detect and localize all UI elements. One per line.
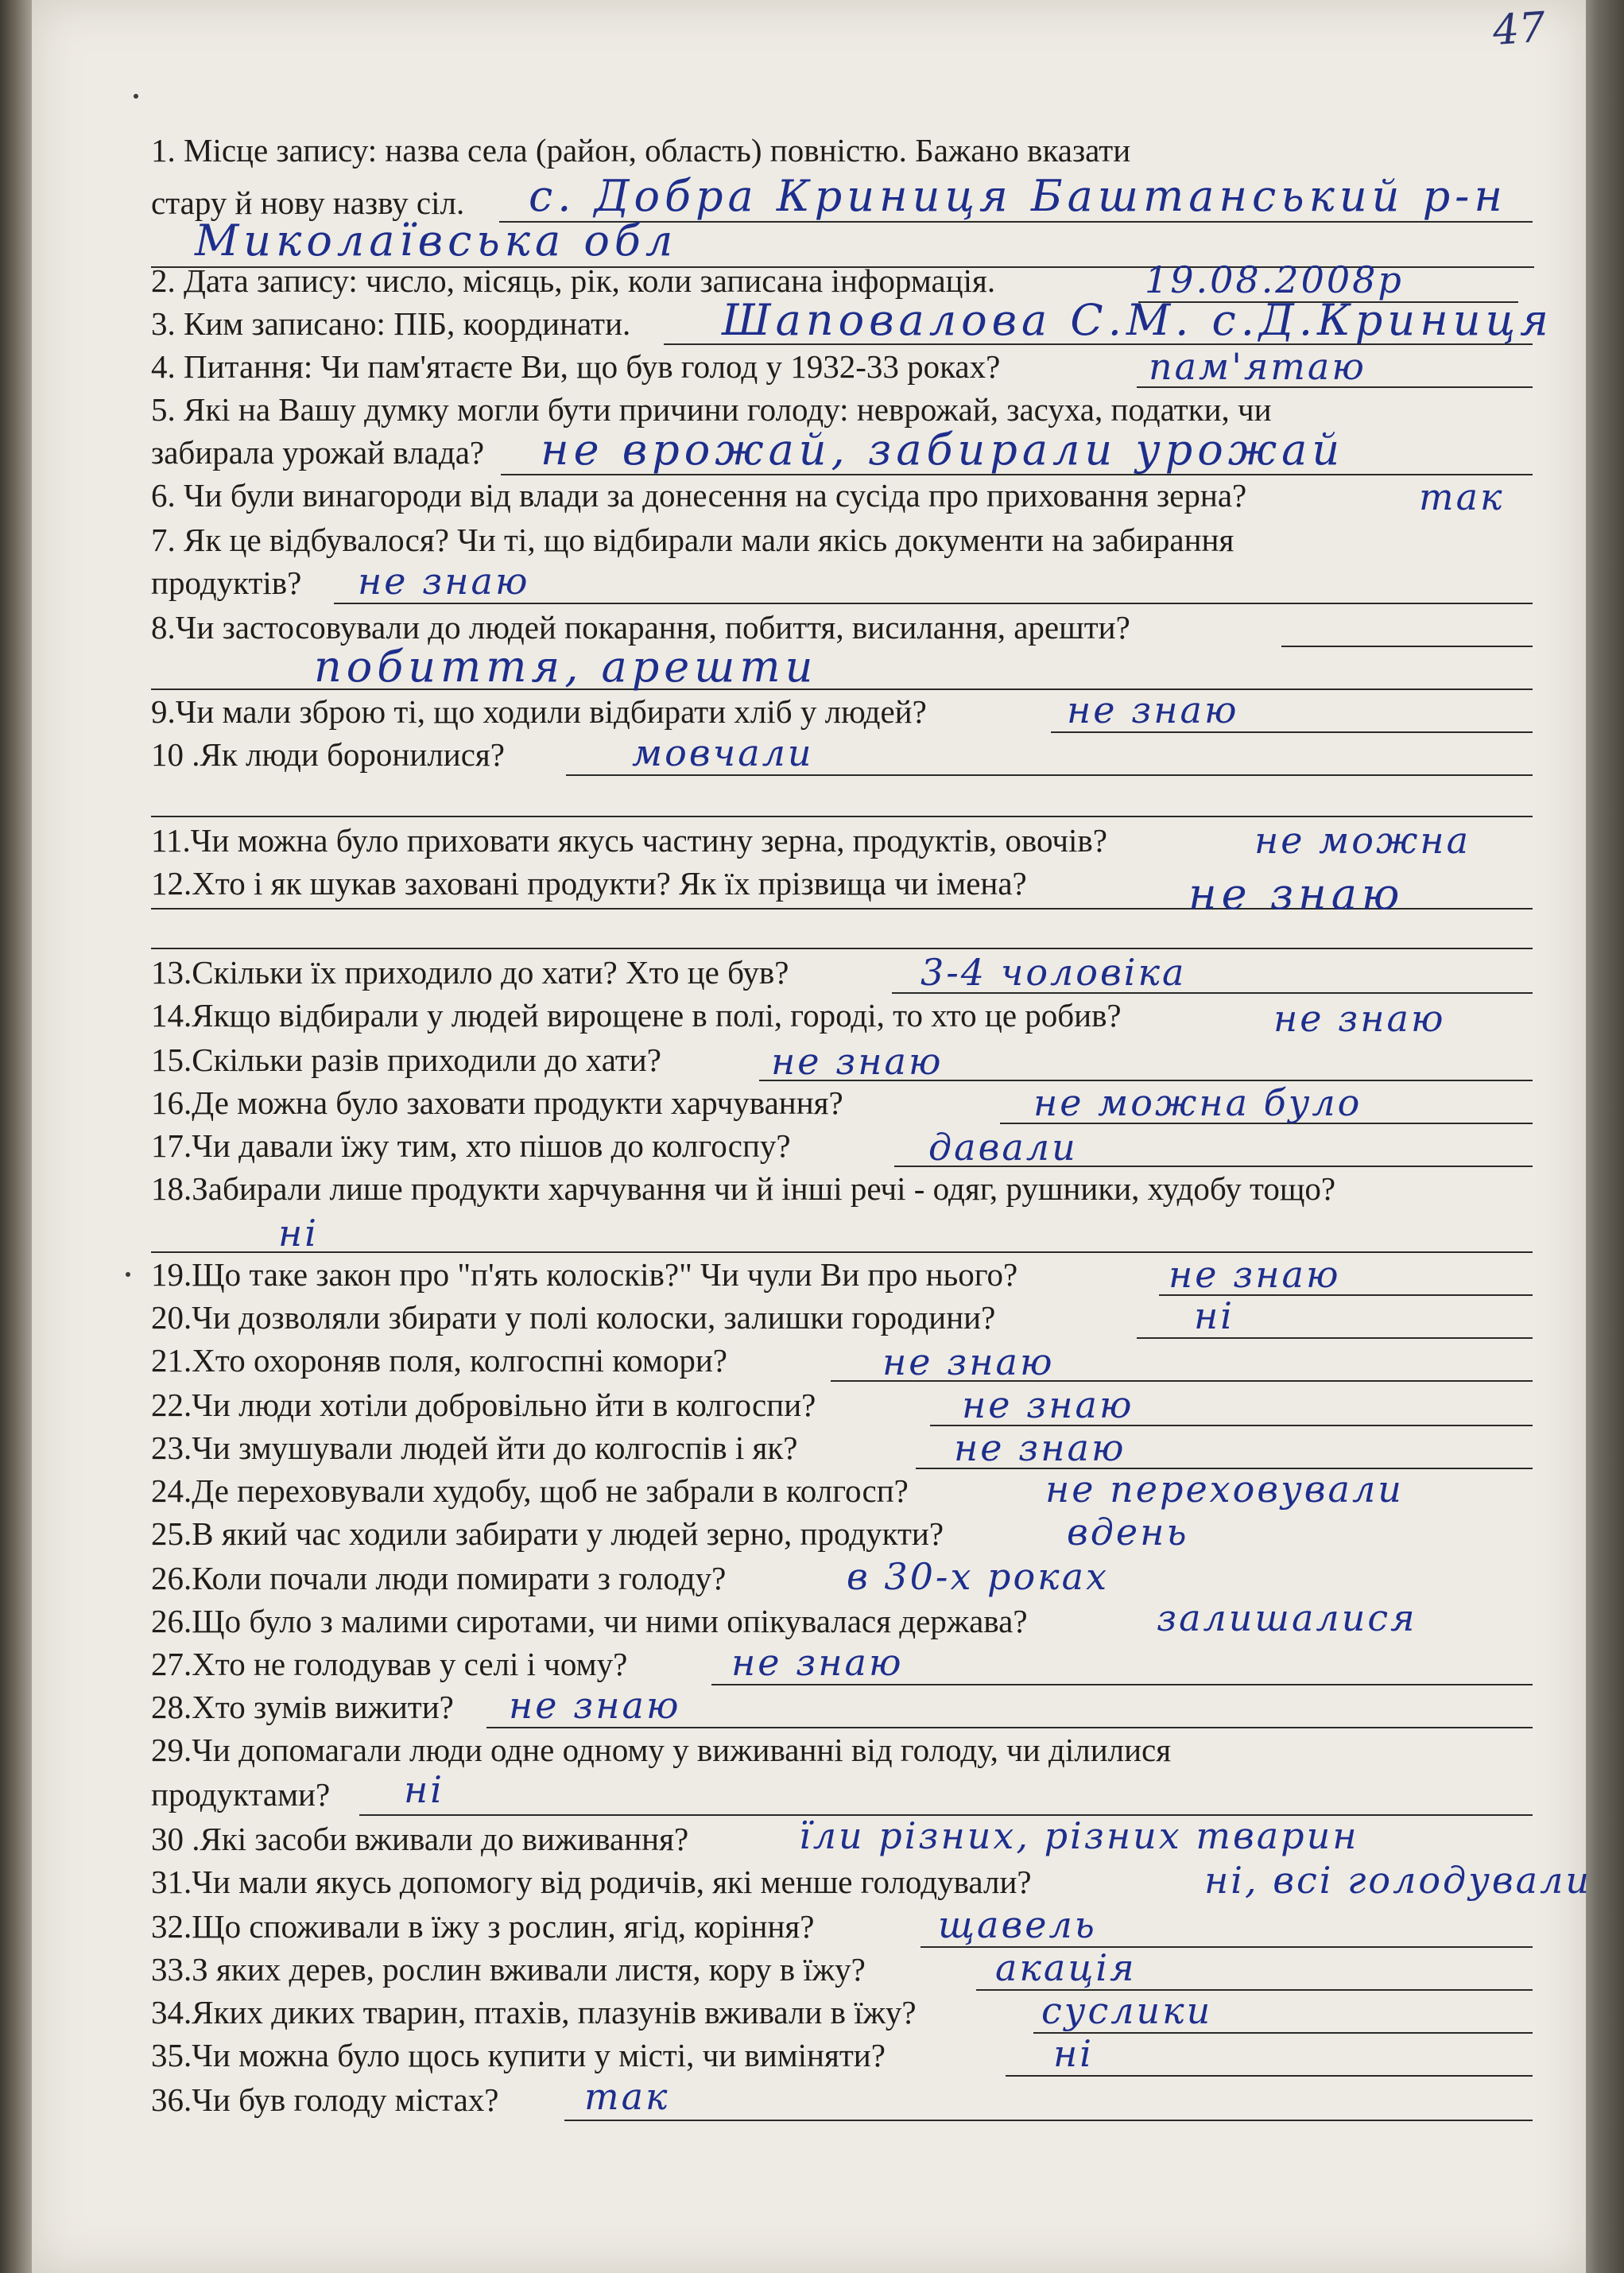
answer-14: не знаю xyxy=(1273,997,1446,1040)
answer-18: ні xyxy=(278,1212,320,1255)
question-34: 34.Яких диких тварин, птахів, плазунів вживали в їжу? xyxy=(151,1994,917,2031)
answer-36: так xyxy=(584,2075,670,2118)
answer-line xyxy=(1137,1337,1533,1339)
question-6: 6. Чи були винагороди від влади за донесення на сусіда про приховання зерна? xyxy=(151,477,1247,514)
answer-20: ні xyxy=(1194,1294,1235,1337)
answer-19: не знаю xyxy=(1169,1253,1341,1296)
question-26a: 26.Коли почали люди помирати з голоду? xyxy=(151,1560,727,1596)
answer-line xyxy=(1033,2032,1533,2034)
answer-33: акація xyxy=(995,1946,1137,1989)
question-30: 30 .Які засоби вживали до виживання? xyxy=(151,1821,689,1857)
answer-line xyxy=(151,816,1533,817)
question-26b: 26.Що було з малими сиротами, чи ними опікувалася держава? xyxy=(151,1603,1028,1639)
answer-22: не знаю xyxy=(962,1383,1134,1426)
answer-2: 19.08.2008р xyxy=(1145,258,1404,301)
question-8: 8.Чи застосовували до людей покарання, побиття, висилання, арешти? xyxy=(151,609,1130,646)
question-11: 11.Чи можна було приховати якусь частину зерна, продуктів, овочів? xyxy=(151,822,1107,859)
answer-11: не можна xyxy=(1254,819,1471,862)
question-13: 13.Скільки їх приходило до хати? Хто це був? xyxy=(151,954,789,991)
question-29-line-1: 29.Чи допомагали люди одне одному у виживанні від голоду, чи ділилися xyxy=(151,1732,1172,1768)
question-33: 33.З яких дерев, рослин вживали листя, кору в їжу? xyxy=(151,1951,866,1988)
answer-24: не переховували xyxy=(1045,1468,1404,1511)
question-14: 14.Якщо відбирали у людей вирощене в полі, городі, то хто це робив? xyxy=(151,997,1122,1034)
answer-15: не знаю xyxy=(771,1040,944,1083)
question-21: 21.Хто охороняв поля, колгоспні комори? xyxy=(151,1342,727,1379)
page-number: 47 xyxy=(1491,3,1548,56)
question-16: 16.Де можна було заховати продукти харчування? xyxy=(151,1084,843,1121)
question-12: 12.Хто і як шукав заховані продукти? Як їх прізвища чи імена? xyxy=(151,865,1027,902)
question-17: 17.Чи давали їжу тим, хто пішов до колгоспу? xyxy=(151,1127,791,1164)
answer-line xyxy=(151,948,1533,949)
answer-line xyxy=(564,2120,1533,2121)
answer-line xyxy=(566,774,1533,776)
answer-1-line-1: с. Добра Криниця Баштанський р-н xyxy=(529,171,1507,221)
answer-6: так xyxy=(1419,475,1505,518)
question-24: 24.Де переховували худобу, щоб не забрали в колгосп? xyxy=(151,1472,909,1509)
answer-4: пам'ятаю xyxy=(1149,345,1366,388)
question-1-line-1: 1. Місце запису: назва села (район, область) повністю. Бажано вказати xyxy=(151,132,1131,169)
answer-25: вдень xyxy=(1067,1511,1189,1553)
question-9: 9.Чи мали зброю ті, що ходили відбирати хліб у людей? xyxy=(151,693,927,730)
answer-29: ні xyxy=(404,1768,445,1811)
question-5-line-2: забирала урожай влада? xyxy=(151,434,485,471)
answer-line xyxy=(486,1727,1533,1728)
question-31: 31.Чи мали якусь допомогу від родичів, які менше голодували? xyxy=(151,1864,1032,1900)
answer-31: ні, всі голодували xyxy=(1204,1859,1592,1902)
question-3: 3. Ким записано: ПІБ, координати. xyxy=(151,305,631,342)
answer-line xyxy=(334,603,1533,604)
answer-3: Шаповалова С.М. с.Д.Криниця xyxy=(722,295,1553,345)
answer-5: не врожай, забирали урожай xyxy=(541,425,1345,475)
answer-30: їли різних, різних тварин xyxy=(799,1814,1359,1857)
answer-13: 3-4 чоловіка xyxy=(921,951,1187,994)
answer-28: не знаю xyxy=(509,1684,681,1727)
answer-1-line-2: Миколаївська обл xyxy=(195,215,678,266)
questionnaire-sheet xyxy=(32,0,1592,2273)
answer-8: побиття, арешти xyxy=(314,642,818,692)
question-22: 22.Чи люди хотіли добровільно йти в колгоспи? xyxy=(151,1387,816,1423)
question-28: 28.Хто зумів вижити? xyxy=(151,1689,454,1725)
answer-10: мовчали xyxy=(632,731,814,774)
punch-mark xyxy=(134,94,138,99)
question-25: 25.В який час ходили забирати у людей зерно, продукти? xyxy=(151,1515,944,1552)
answer-27: не знаю xyxy=(731,1641,904,1684)
question-15: 15.Скільки разів приходили до хати? xyxy=(151,1041,661,1078)
question-18: 18.Забирали лише продукти харчування чи й інші речі - одяг, рушники, худобу тощо? xyxy=(151,1170,1336,1207)
question-23: 23.Чи змушували людей йти до колгоспів і як? xyxy=(151,1429,798,1466)
answer-line xyxy=(1051,731,1533,733)
question-35: 35.Чи можна було щось купити у місті, чи виміняти? xyxy=(151,2037,886,2073)
punch-mark xyxy=(126,1272,130,1277)
answer-line xyxy=(711,1684,1533,1685)
question-27: 27.Хто не голодував у селі і чому? xyxy=(151,1646,628,1682)
answer-35: ні xyxy=(1053,2032,1095,2075)
answer-21: не знаю xyxy=(882,1340,1055,1383)
question-4: 4. Питання: Чи пам'ятаєте Ви, що був голод у 1932-33 роках? xyxy=(151,348,1001,385)
answer-26b: залишалися xyxy=(1157,1596,1417,1639)
answer-26a: в 30-х роках xyxy=(847,1555,1110,1598)
question-5-line-1: 5. Які на Вашу думку могли бути причини голоду: неврожай, засуха, податки, чи xyxy=(151,391,1272,428)
answer-16: не можна було xyxy=(1033,1081,1362,1124)
question-2: 2. Дата запису: число, місяць, рік, коли записана інформація. xyxy=(151,262,996,299)
question-19: 19.Що таке закон про "п'ять колосків?" Чи чули Ви про нього? xyxy=(151,1256,1018,1293)
answer-17: давали xyxy=(928,1126,1078,1169)
question-1-line-2: стару й нову назву сіл. xyxy=(151,184,465,221)
answer-7: не знаю xyxy=(358,560,530,603)
question-29-line-2: продуктами? xyxy=(151,1776,331,1813)
answer-9: не знаю xyxy=(1067,688,1239,731)
question-7-line-1: 7. Як це відбувалося? Чи ті, що відбирали мали якісь документи на забирання xyxy=(151,522,1234,558)
question-32: 32.Що споживали в їжу з рослин, ягід, коріння? xyxy=(151,1908,815,1945)
answer-23: не знаю xyxy=(954,1426,1126,1469)
answer-32: щавель xyxy=(938,1903,1097,1946)
question-10: 10 .Як люди боронилися? xyxy=(151,736,505,773)
answer-line xyxy=(1281,646,1533,647)
answer-12: не знаю xyxy=(1188,869,1405,919)
question-36: 36.Чи був голоду містах? xyxy=(151,2081,499,2118)
question-7-line-2: продуктів? xyxy=(151,564,302,601)
answer-34: суслики xyxy=(1041,1989,1213,2032)
question-20: 20.Чи дозволяли збирати у полі колоски, залишки городини? xyxy=(151,1299,996,1336)
answer-line xyxy=(1006,2075,1533,2077)
